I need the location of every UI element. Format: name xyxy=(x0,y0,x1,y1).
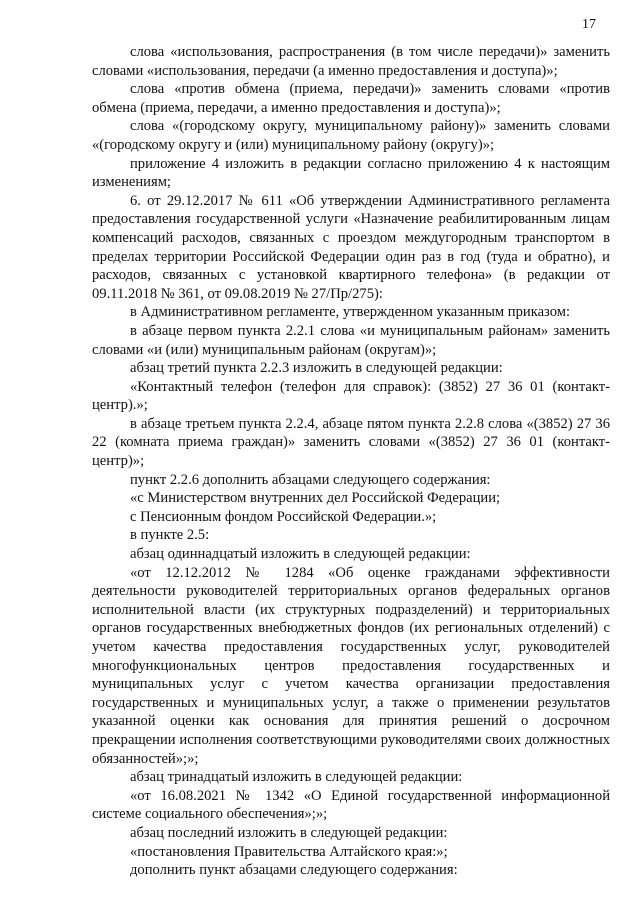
paragraph: «от 12.12.2012 № 1284 «Об оценке гражданами эффективности деятельности руководителей территориальных органов федеральных органов исполнительной власти (их структурных подразделений) и территориальных органов государственных внебюджетных фондов (их региональных отделений) с учетом качества предоставления государственных услуг, руководителей многофункциональных центров предоставления государственных и муниципальных услуг с учетом качества организации предоставления государственных и муниципальных услуг, а также о применении результатов указанной оценки как основания для принятия решений о досрочном прекращении исполнения соответствующими руководителями своих должностных обязанностей»;»; xyxy=(92,564,610,767)
paragraph: 6. от 29.12.2017 № 611 «Об утверждении Административного регламента предоставления государственной услуги «Назначение реабилитированным лицам компенсаций расходов, связанных с проездом междугородным транспортом в пределах территории Российской Федерации один раз в год (туда и обратно), и расходов, связанных с установкой квартирного телефона» (в редакции от 09.11.2018 № 361, от 09.08.2019 № 27/Пр/275): xyxy=(92,192,610,302)
page-number: 17 xyxy=(582,17,596,32)
paragraph: абзац тринадцатый изложить в следующей редакции: xyxy=(130,769,463,786)
paragraph: слова «(городскому округу, муниципальному району)» заменить словами «(городскому округу и (или) муниципальному району (округу)»; xyxy=(92,118,610,153)
paragraph: в абзаце первом пункта 2.2.1 слова «и муниципальным районам» заменить словами «и (или) муниципальным районам (округам)»; xyxy=(92,322,610,358)
paragraph: пункт 2.2.6 дополнить абзацами следующего содержания: xyxy=(130,471,491,488)
paragraph: дополнить пункт абзацами следующего содержания: xyxy=(130,862,458,879)
paragraph: слова «против обмена (приема, передачи)» заменить словами «против обмена (приема, передачи, а именно предоставления и доступа)»; xyxy=(92,81,610,116)
paragraph: в пункте 2.5: xyxy=(130,527,210,544)
paragraph: с Пенсионным фондом Российской Федерации.»; xyxy=(130,508,437,525)
paragraph: абзац третий пункта 2.2.3 изложить в следующей редакции: xyxy=(130,360,503,377)
paragraph: приложение 4 изложить в редакции согласно приложению 4 к настоящим изменениям; xyxy=(92,155,610,191)
paragraph: абзац одиннадцатый изложить в следующей редакции: xyxy=(130,546,471,563)
document-body xyxy=(92,43,610,880)
paragraph: «с Министерством внутренних дел Российской Федерации; xyxy=(130,490,501,507)
paragraph: «постановления Правительства Алтайского края:»; xyxy=(130,843,448,860)
paragraph: в абзаце третьем пункта 2.2.4, абзаце пятом пункта 2.2.8 слова «(3852) 27 36 22 (комната приема граждан)» заменить словами «(3852) 27 36 01 (контакт-центр)»; xyxy=(92,415,610,470)
paragraph: «Контактный телефон (телефон для справок): (3852) 27 36 01 (контакт-центр).»; xyxy=(92,378,610,414)
paragraph: слова «использования, распространения (в том числе передачи)» заменить словами «использования, передачи (а именно предоставления и доступа)»; xyxy=(92,44,610,79)
paragraph: абзац последний изложить в следующей редакции: xyxy=(130,824,448,841)
paragraph: в Административном регламенте, утвержденном указанным приказом: xyxy=(130,304,571,321)
paragraph: «от 16.08.2021 № 1342 «О Единой государственной информационной системе социального обеспечения»;»; xyxy=(92,787,610,823)
